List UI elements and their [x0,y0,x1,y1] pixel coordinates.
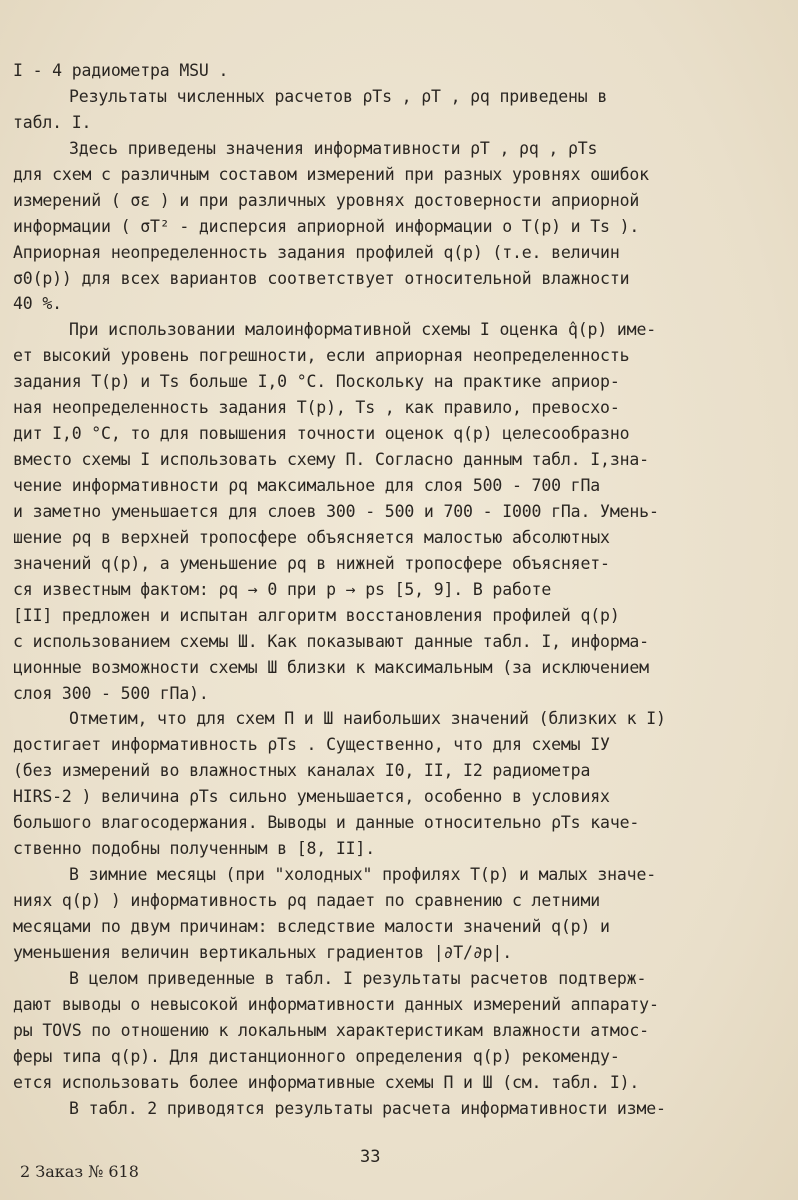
text-line: шение ρq в верхней тропосфере объясняется малостью абсолютных [13,527,610,547]
order-footer: 2 Заказ № 618 [20,1162,139,1181]
text-line: ры TOVS по отношению к локальным характеристикам влажности атмос- [13,1020,649,1040]
text-line: измерений ( σε ) и при различных уровнях достоверности априорной [13,190,640,210]
text-line: ционные возможности схемы Ш близки к максимальным (за исключением [13,657,649,677]
text-line: информации ( σT² - дисперсия априорной информации о T(p) и Ts ). [13,216,640,236]
text-line: дит I,0 °C, то для повышения точности оценок q(p) целесообразно [13,424,630,444]
text-line: с использованием схемы Ш. Как показывают данные табл. I, информа- [13,631,649,651]
text-line: HIRS-2 ) величина ρTs сильно уменьшается, особенно в условиях [13,787,610,807]
text-line: для схем с различным составом измерений при разных уровнях ошибок [13,164,649,184]
text-line: большого влагосодержания. Выводы и данные относительно ρTs каче- [13,813,640,833]
text-line: Результаты численных расчетов ρTs , ρT , ρq приведены в [69,86,608,106]
text-line: значений q(p), а уменьшение ρq в нижней тропосфере объясняет- [13,553,610,573]
text-line: слоя 300 - 500 гПа). [13,683,209,703]
text-line: чение информативности ρq максимальное для слоя 500 - 700 гПа [13,476,601,495]
text-line: и заметно уменьшается для слоев 300 - 500 и 700 - I000 гПа. Умень- [13,501,659,521]
text-line: ет высокий уровень погрешности, если априорная неопределенность [13,346,630,366]
text-line: (без измерений во влажностных каналах I0, II, I2 радиометра [13,761,591,781]
text-line: табл. I. [13,112,92,132]
text-line: В табл. 2 приводятся результаты расчета информативности изме- [69,1098,666,1118]
text-line: месяцами по двум причинам: вследствие малости значений q(p) и [13,916,610,936]
text-line: достигает информативность ρTs . Существенно, что для схемы IУ [13,735,610,755]
text-line: ется использовать более информативные схемы П и Ш (см. табл. I). [13,1072,640,1092]
text-line: ственно подобны полученным в [8, II]. [13,839,376,859]
text-line: I - 4 радиометра MSU . [13,61,229,80]
body-text [13,58,753,1121]
text-line: ная неопределенность задания T(p), Ts , как правило, превосхо- [13,398,620,418]
text-line: Здесь приведены значения информативности ρT , ρq , ρTs [69,138,598,158]
text-line: При использовании малоинформативной схемы I оценка q̂(p) име- [69,320,657,340]
text-line: [II] предложен и испытан алгоритм восстановления профилей q(p) [13,605,620,625]
text-line: σ0(p)) для всех вариантов соответствует относительной влажности [13,268,630,288]
text-line: В целом приведенные в табл. I результаты расчетов подтверж- [69,968,647,988]
text-line: дают выводы о невысокой информативности данных измерений аппарату- [13,994,659,1014]
text-line: вместо схемы I использовать схему П. Согласно данным табл. I,зна- [13,450,649,470]
text-line: 40 %. [13,294,62,314]
text-line: Отметим, что для схем П и Ш наибольших значений (близких к I) [69,709,666,729]
text-line: феры типа q(p). Для дистанционного определения q(p) рекоменду- [13,1046,620,1066]
text-line: задания T(p) и Ts больше I,0 °C. Поскольку на практике априор- [13,372,620,392]
text-line: В зимние месяцы (при "холодных" профилях T(p) и малых значе- [69,865,657,885]
text-line: ниях q(p) ) информативность ρq падает по сравнению с летними [13,891,601,910]
text-line: Априорная неопределенность задания профилей q(p) (т.е. величин [13,242,620,262]
text-line: ся известным фактом: ρq → 0 при p → ps [5, 9]. В работе [13,579,552,599]
page-number: 33 [360,1147,381,1167]
text-line: уменьшения величин вертикальных градиентов |∂T/∂p|. [13,942,512,962]
